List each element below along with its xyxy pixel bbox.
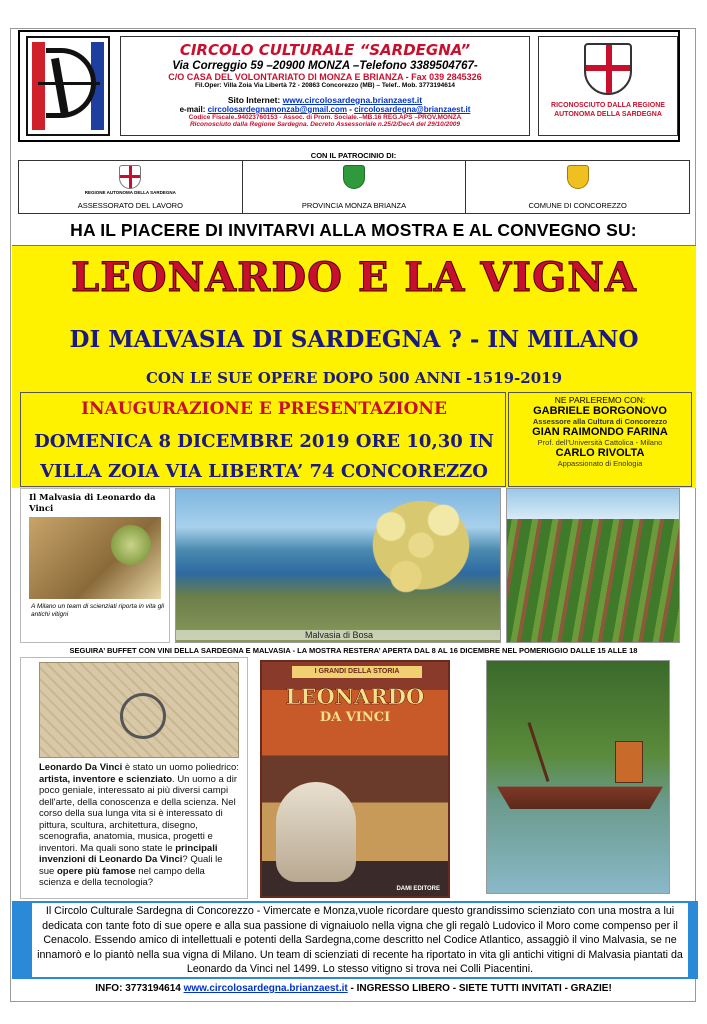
speaker-name: GIAN RAIMONDO FARINA [532, 426, 668, 438]
vineyard-photo [506, 488, 680, 643]
leonardo-info-panel [20, 657, 248, 899]
info-link[interactable]: www.circolosardegna.brianzaest.it [183, 983, 348, 994]
email-label: e-mail: [179, 105, 208, 114]
region-emblem-icon [119, 165, 141, 189]
patron-comune [466, 161, 689, 213]
patron-regione [19, 161, 243, 213]
info-footer [0, 983, 707, 994]
info-suffix: - INGRESSO LIBERO - SIETE TUTTI INVITATI - GRAZIE! [347, 983, 612, 994]
patron-label: COMUNE DI CONCOREZZO [528, 201, 627, 210]
speaker-role: Prof. dell’Università Cattolica - Milano [537, 438, 663, 447]
event-banner [12, 245, 696, 488]
buffet-note: SEGUIRA’ BUFFET CON VINI DELLA SARDEGNA E MALVASIA - LA MOSTRA RESTERA’ APERTA DAL 8 AL 16 DICEMBRE NEL POMERIGGIO DALLE 15 ALLE 18 [69, 646, 638, 655]
club-address: Via Correggio 59 –20900 MONZA –Telefono 3389504767- [172, 60, 478, 72]
main-title: LEONARDO E LA VIGNA [71, 254, 637, 301]
speakers-box [508, 392, 692, 487]
boat-image [497, 781, 663, 809]
site-link[interactable]: www.circolosardegna.brianzaest.it [282, 95, 423, 105]
description-text: Il Circolo Culturale Sardegna di Concorezzo - Vimercate e Monza,vuole ricordare questo grandissimo scienziato con una mostra a lui dedicata con tante foto di sue opere e alla sua passione di vignaiuolo nella vigna che gli regalò Ludovico il Moro come compenso per il Cenacolo. Essendo amico di intellettuali e potenti della Sardegna,come descritto nel Codice Atlantico, assaggiò il vino Malvasia, se ne innamorò e lo piantò nella sua vigna di Milano. Un team di scienziati di recente ha riportato in vita gli antichi vitigni di Malvasia piantati da Leonardo da Vinci nel 1499. Lo stesso vitigno si trova nei Colli Piacentini. [32, 903, 688, 977]
header-box [18, 30, 680, 142]
leonardo-text: Leonardo Da Vinci è stato un uomo poliedrico: artista, inventore e scienziato. Un uomo a dir poco geniale, interessato ai più diversi campi dell'arte, della conoscenza e della scienza. Nel corso della sua lunga vita si è interessato di pittura, scultura, architettura, disegno, scenografia, anatomia, musica, progetti e inventori. Ma quali sono state le principali invenzioni di Leonardo Da Vinci? Quali le sue opere più famose nel campo della scienza e della tecnologia? [39, 762, 239, 888]
machine-sketch-image [39, 662, 239, 758]
leonardo-figure-image [276, 782, 356, 882]
province-logo-icon [343, 165, 365, 189]
grapes-image [346, 489, 496, 614]
event-venue: VILLA ZOIA VIA LIBERTA’ 74 CONCOREZZO [40, 461, 488, 482]
book-cover [260, 660, 450, 898]
patrocinio-label: CON IL PATROCINIO DI: [310, 151, 397, 160]
site-line [121, 95, 529, 105]
photo-caption: Malvasia di Bosa [176, 630, 501, 640]
description-box [12, 901, 698, 979]
book-subtitle: DA VINCI [319, 710, 391, 725]
email-line [121, 105, 529, 114]
speaker-name: GABRIELE BORGONOVO [533, 405, 667, 417]
river-boat-photo [486, 660, 670, 894]
patron-label: ASSESSORATO DEL LAVORO [77, 201, 183, 210]
sub-title-years: CON LE SUE OPERE DOPO 500 ANNI -1519-2019 [145, 369, 563, 387]
speaker-role: Appassionato di Enologia [557, 459, 643, 468]
leonardo-portrait-image [29, 517, 161, 599]
codice-fiscale: Codice Fiscale..94023760153 - Assoc. di Prom. Sociale.–MB.16 REG.APS –PROV.MONZA [188, 114, 462, 121]
bosa-coast-photo [175, 488, 501, 643]
club-title: CIRCOLO CULTURALE “SARDEGNA” [179, 41, 471, 59]
patrocinio-row [18, 160, 690, 214]
speaker-name: CARLO RIVOLTA [555, 447, 645, 459]
email-link-2[interactable]: circolosardegna@brianzaest.it [354, 105, 471, 114]
event-line-1: INAUGURAZIONE E PRESENTAZIONE [81, 399, 447, 419]
patron-small: REGIONE AUTONOMA DELLA SARDEGNA [84, 190, 176, 195]
club-casa: C/O CASA DEL VOLONTARIATO DI MONZA E BRIANZA - Fax 039 2845326 [168, 72, 482, 82]
site-label: Sito Internet: [227, 95, 283, 105]
invite-heading: HA IL PIACERE DI INVITARVI ALLA MOSTRA E AL CONVEGNO SU: [70, 220, 637, 240]
town-crest-icon [567, 165, 589, 189]
speakers-label: NE PARLEREMO CON: [554, 395, 646, 405]
archer-logo-icon [26, 36, 110, 136]
shield-cross-icon [584, 43, 632, 95]
article-clipping [20, 488, 170, 643]
book-publisher: DAMI EDITORE [396, 886, 440, 892]
sub-title: DI MALVASIA DI SARDEGNA ? - IN MILANO [69, 326, 639, 353]
speaker-role: Assessore alla Cultura di Concorezzo [532, 417, 668, 426]
event-details [20, 392, 506, 487]
email-separator: - [347, 105, 355, 114]
book-series: I GRANDI DELLA STORIA [292, 666, 422, 678]
patron-provincia [243, 161, 467, 213]
club-fil: Fil.Oper: Villa Zoia Via Libertà 72 - 20863 Concorezzo (MB) – Telef.. Mob. 3773194614 [194, 82, 456, 89]
region-caption: RICONOSCIUTO DALLA REGIONE AUTONOMA DELLA SARDEGNA [551, 102, 665, 118]
sardinia-coat-of-arms [538, 36, 678, 136]
event-date: DOMENICA 8 DICEMBRE 2019 ORE 10,30 IN [34, 431, 494, 452]
header-text-block [120, 36, 530, 136]
email-link-1[interactable]: circolosardegnamonzab@gmail.com [207, 105, 347, 114]
patron-label: PROVINCIA MONZA BRIANZA [301, 201, 407, 210]
riconoscimento: Riconosciuto dalla Regione Sardegna. Decreto Assessoriale n.25/2/DecA del 29/10/2009 [189, 121, 461, 128]
book-title: LEONARDO [285, 684, 425, 709]
clipping-title: Il Malvasia di Leonardo da Vinci [29, 493, 156, 514]
clipping-caption: A Milano un team di scienziati riporta in vita gli antichi vitigni [31, 603, 165, 618]
info-prefix: INFO: 3773194614 [95, 983, 184, 994]
